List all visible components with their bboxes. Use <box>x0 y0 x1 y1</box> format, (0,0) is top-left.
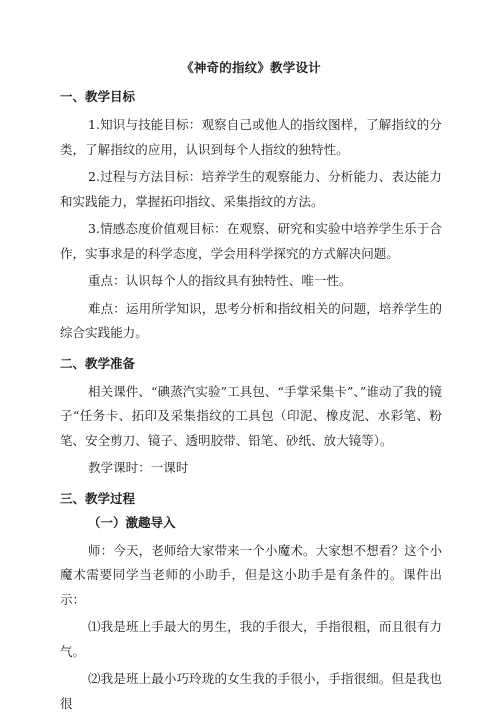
document-page <box>60 60 442 719</box>
paragraph-class-hours: 教学课时：一课时 <box>88 460 189 475</box>
paragraph-knowledge-goal: 1.知识与技能目标：观察自己或他人的指纹图样，了解指纹的分类，了解指纹的应用，认识到每个人指纹的独特性。 <box>60 117 442 157</box>
subsection-heading-intro: （一）激趣导入 <box>88 514 176 530</box>
paragraph-helper-two: ⑵我是班上最小巧玲珑的女生我的手很小，手指很细。但是我也很 <box>60 671 442 711</box>
section-heading-preparation: 二、教学准备 <box>60 355 136 371</box>
paragraph-teacher-intro: 师：今天，老师给大家带来一个小魔术。大家想不想看？这个小魔术需要同学当老师的小助手，但是这小助手是有条件的。课件出示： <box>60 542 442 607</box>
section-heading-process: 三、教学过程 <box>60 490 136 506</box>
paragraph-process-goal: 2.过程与方法目标：培养学生的观察能力、分析能力、表达能力和实践能力，掌握拓印指纹、采集指纹的方法。 <box>60 169 442 209</box>
document-title: 《神奇的指纹》教学设计 <box>181 60 321 75</box>
section-heading-teaching-goals: 一、教学目标 <box>60 89 136 104</box>
paragraph-materials: 相关课件、“碘蒸汽实验”工具包、“手掌采集卡”、”谁动了我的镜子“任务卡、拓印及采集指纹的工具包（印泥、橡皮泥、水彩笔、粉笔、安全剪刀、镜子、透明胶带、铅笔、砂纸、放大镜等）。 <box>60 383 442 448</box>
paragraph-helper-one: ⑴我是班上手最大的男生，我的手很大，手指很粗，而且很有力气。 <box>60 619 442 659</box>
paragraph-attitude-goal: 3.情感态度价值观目标：在观察、研究和实验中培养学生乐于合作，实事求是的科学态度，学会用科学探究的方式解决问题。 <box>60 221 442 261</box>
paragraph-key-point: 重点：认识每个人的指纹具有独特性、唯一性。 <box>88 273 352 288</box>
paragraph-difficult-point: 难点：运用所学知识，思考分析和指纹相关的问题，培养学生的综合实践能力。 <box>60 300 442 340</box>
